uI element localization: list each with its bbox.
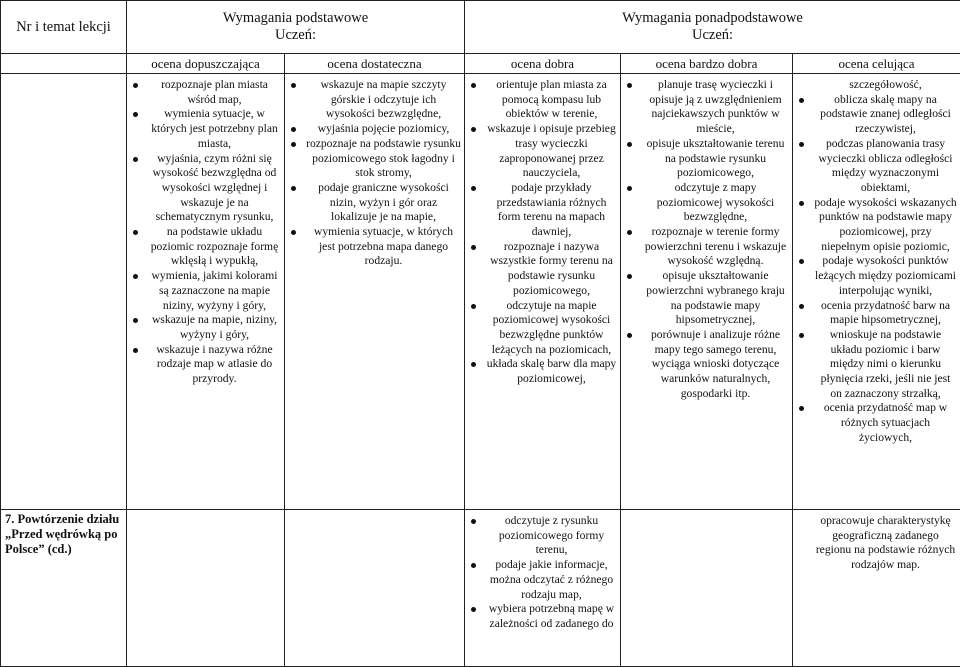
list-item: rozpoznaje plan miasta wśród map, <box>131 78 281 107</box>
requirements-list <box>127 74 284 389</box>
requirements-list <box>793 74 960 448</box>
list-item: podczas planowania trasy wycieczki oblicza odległości między wyznaczonymi obiektami, <box>797 137 957 196</box>
list-item: wybiera potrzebną mapę w zależności od zadanego do <box>469 602 617 631</box>
list-item: wnioskuje na podstawie układu poziomic i barw między nimi o kierunku płynięcia rzeki, jeśli nie jest on zaznaczony strzałką, <box>797 328 957 402</box>
basic-requirements-header <box>127 1 465 54</box>
grade-header: ocena dostateczna <box>285 54 465 74</box>
list-item: ocenia przydatność barw na mapie hipsometrycznej, <box>797 299 957 328</box>
list-item: wyjaśnia pojęcie poziomicy, <box>289 122 461 137</box>
list-item: wyjaśnia, czym różni się wysokość bezwzględna od wysokości względnej i wskazuje je na schematycznym rysunku, <box>131 152 281 226</box>
grade-cell-dostateczna <box>285 74 465 510</box>
list-item: podaje graniczne wysokości nizin, wyżyn i gór oraz lokalizuje je na mapie, <box>289 181 461 225</box>
list-item: ocenia przydatność map w różnych sytuacjach życiowych, <box>797 401 957 445</box>
grade-cell-bardzo-dobra <box>621 74 793 510</box>
list-item: podaje jakie informacje, można odczytać z różnego rodzaju map, <box>469 558 617 602</box>
advanced-requirements-header <box>465 1 960 54</box>
list-item: orientuje plan miasta za pomocą kompasu lub obiektów w terenie, <box>469 78 617 122</box>
grade-cell-bardzo-dobra <box>621 510 793 667</box>
grade-header: ocena bardzo dobra <box>621 54 793 74</box>
list-item: odczytuje z mapy poziomicowej wysokości bezwzględne, <box>625 181 789 225</box>
list-item: wymienia sytuacje, w których jest potrzebna mapa danego rodzaju. <box>289 225 461 269</box>
list-item: podaje wysokości wskazanych punktów na podstawie mapy poziomicowej, przy niepełnym opisie poziomic, <box>797 196 957 255</box>
grade-cell-dostateczna <box>285 510 465 667</box>
lesson-cell <box>1 74 127 510</box>
grade-header: ocena celująca <box>793 54 960 74</box>
list-item: podaje przykłady przedstawiania różnych form terenu na mapach dawniej, <box>469 181 617 240</box>
grade-cell-dopuszczajaca <box>127 510 285 667</box>
list-item: opisuje ukształtowanie terenu na podstawie rysunku poziomicowego, <box>625 137 789 181</box>
basic-requirements-title: Wymagania podstawowe <box>222 10 369 26</box>
grade-cell-celujaca <box>793 510 960 667</box>
advanced-requirements-title: Wymagania ponadpodstawowe <box>622 10 803 26</box>
list-item: na podstawie układu poziomic rozpoznaje formę wklęsłą i wypukłą, <box>131 225 281 269</box>
list-item: podaje wysokości punktów leżących między poziomicami interpolując wyniki, <box>797 254 957 298</box>
requirements-list <box>285 74 464 271</box>
grade-cell-dobra <box>465 74 621 510</box>
list-item: planuje trasę wycieczki i opisuje ją z uwzględnieniem najciekawszych punktów w mieście, <box>625 78 789 137</box>
requirements-list <box>465 510 620 634</box>
list-item: rozpoznaje i nazywa wszystkie formy terenu na podstawie rysunku poziomicowego, <box>469 240 617 299</box>
grade-header: ocena dopuszczająca <box>127 54 285 74</box>
advanced-requirements-subtitle: Uczeń: <box>691 27 734 43</box>
requirements-list <box>793 510 960 575</box>
lesson-column-header-text: Nr i temat lekcji <box>16 18 111 35</box>
lesson-cell: 7. Powtórzenie działu „Przed wędrówką po Polsce” (cd.) <box>1 510 127 667</box>
list-item: oblicza skalę mapy na podstawie znanej odległości rzeczywistej, <box>797 93 957 137</box>
list-item: wskazuje na mapie, niziny, wyżyny i góry, <box>131 313 281 342</box>
list-item: wymienia, jakimi kolorami są zaznaczone na mapie niziny, wyżyny i góry, <box>131 269 281 313</box>
list-item: wskazuje i opisuje przebieg trasy wycieczki zaproponowanej przez nauczyciela, <box>469 122 617 181</box>
basic-requirements-subtitle: Uczeń: <box>274 27 317 43</box>
requirements-list <box>465 74 620 389</box>
list-item: odczytuje z rysunku poziomicowego formy terenu, <box>469 514 617 558</box>
list-item: wskazuje na mapie szczyty górskie i odczytuje ich wysokości bezwzględne, <box>289 78 461 122</box>
list-item-continuation: szczegółowość, <box>849 78 922 91</box>
list-item: odczytuje na mapie poziomicowej wysokości bezwzględne punktów leżących na poziomicach, <box>469 299 617 358</box>
list-item: opisuje ukształtowanie powierzchni wybranego kraju na podstawie mapy hipsometrycznej, <box>625 269 789 328</box>
list-item: opracowuje charakterystykę geograficzną zadanego regionu na podstawie różnych rodzajów map. <box>815 514 956 572</box>
list-item: układa skalę barw dla mapy poziomicowej, <box>469 357 617 386</box>
grade-cell-celujaca <box>793 74 960 510</box>
list-item: wskazuje i nazywa różne rodzaje map w atlasie do przyrody. <box>131 343 281 387</box>
grade-cell-dopuszczajaca <box>127 74 285 510</box>
lesson-column-header <box>1 1 127 54</box>
list-item: porównuje i analizuje różne mapy tego samego terenu, wyciąga wnioski dotyczące warunków naturalnych, gospodarki itp. <box>625 328 789 402</box>
list-item: wymienia sytuacje, w których jest potrzebny plan miasta, <box>131 107 281 151</box>
grade-cell-dobra <box>465 510 621 667</box>
requirements-list <box>621 74 792 403</box>
list-item: rozpoznaje na podstawie rysunku poziomicowego stok łagodny i stok stromy, <box>289 137 461 181</box>
grade-header-empty <box>1 54 127 74</box>
grade-header: ocena dobra <box>465 54 621 74</box>
list-item: rozpoznaje w terenie formy powierzchni terenu i wskazuje wysokość względną. <box>625 225 789 269</box>
